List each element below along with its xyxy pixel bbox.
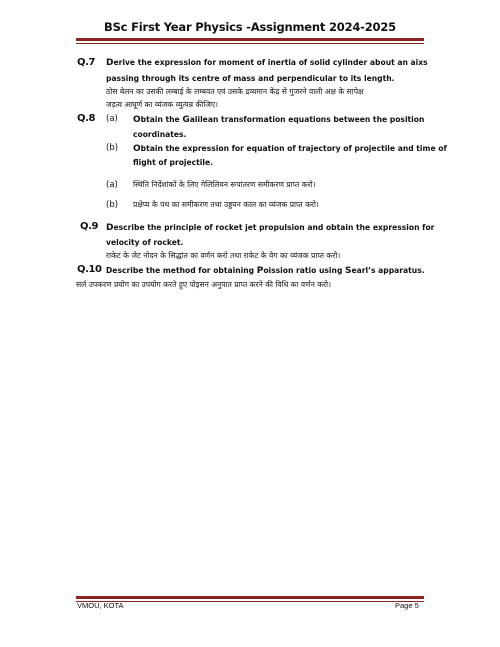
q8-b-line-1: Obtain the expression for equation of trajectory of projectile and time of [133, 144, 447, 154]
question-number-q9: Q.9 [80, 221, 99, 232]
q9-line-1: Describe the principle of rocket jet propulsion and obtain the expression for [106, 223, 435, 233]
q7-hindi-line-2: जड़त्व आघूर्ण का व्यंजक व्युत्पन्न कीजिए। [106, 100, 218, 109]
q8-b-line-2: flight of projectile. [133, 158, 214, 167]
q8-hindi-a-label: (a) [106, 180, 118, 190]
q8-hindi-a-text: स्थिति निर्देशांकों के लिए गेलिलियन रूपांतरण समीकरण प्राप्त करो। [133, 180, 316, 189]
header-rule-thin [76, 43, 424, 44]
q8-a-line-2: coordinates. [133, 130, 187, 139]
q8-a-label: (a) [106, 114, 118, 124]
header-rule-thick [76, 38, 424, 41]
page-header-title: BSc First Year Physics -Assignment 2024-2025 [104, 20, 396, 34]
question-number-q7: Q.7 [77, 57, 96, 68]
q9-line-2: velocity of rocket. [106, 238, 184, 247]
footer-rule-thick [76, 596, 424, 599]
q10-line-1: Describe the method for obtaining Poission ratio using Searl’s apparatus. [106, 266, 425, 276]
q8-b-label: (b) [106, 143, 119, 153]
q9-hindi-line-1: राकेट के जेट नोदन के सिद्धांत का वर्णन करो तथा राकेट के वेग का व्यंजक प्राप्त करो। [106, 251, 341, 260]
question-number-q8: Q.8 [77, 113, 96, 124]
q8-hindi-b-label: (b) [106, 200, 119, 210]
q10-hindi-line-1: सर्ल उपकरण प्रयोग का उपयोग करते हुए पोइसन अनुपात प्राप्त करने की विधि का वर्णन करो। [76, 280, 331, 289]
footer-rule-thin [76, 601, 424, 602]
q7-line-2: passing through its centre of mass and perpendicular to its length. [106, 74, 395, 83]
footer-institution: VMOU, KOTA [77, 601, 124, 610]
q7-hindi-line-1: ठोस बेलन का उसकी लम्बाई के लम्बवत एवं उसके द्रव्यमान केंद्र से गुजरने वाली अक्ष के सापेक्ष [106, 87, 364, 96]
q7-line-1: Derive the expression for moment of inertia of solid cylinder about an aixs [106, 58, 428, 68]
footer-page-number: Page 5 [395, 601, 419, 610]
q8-a-line-1: Obtain the Galilean transformation equations between the position [133, 115, 425, 125]
q8-hindi-b-text: प्रक्षेप्य के पथ का समीकरण तथा उड्डयन काल का व्यंजक प्राप्त करो। [133, 200, 319, 209]
question-number-q10: Q.10 [77, 264, 102, 275]
